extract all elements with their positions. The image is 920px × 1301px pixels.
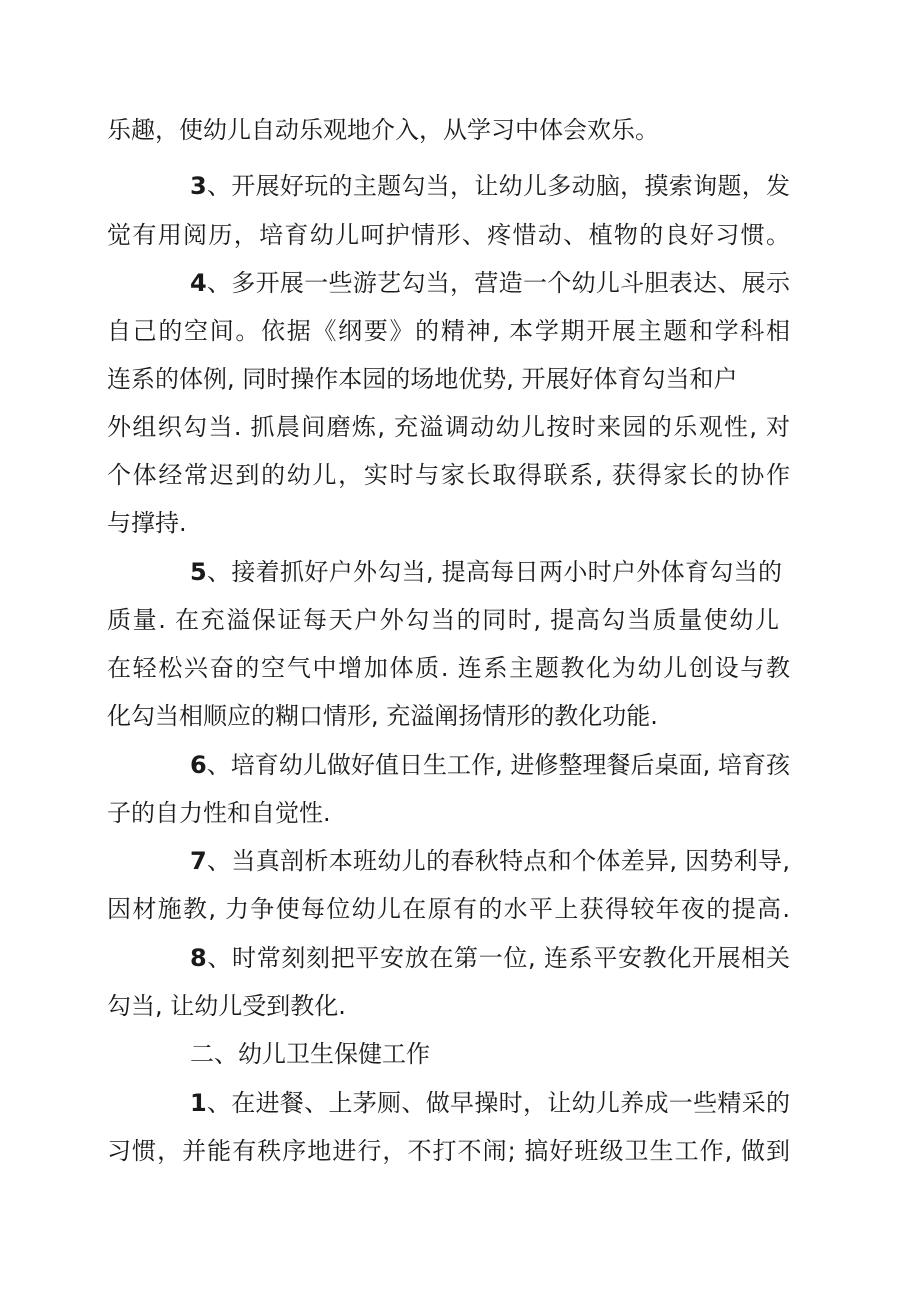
text-line: 7、当真剖析本班幼儿的春秋特点和个体差异, 因势利导,: [190, 847, 790, 875]
text-line: 6、培育幼儿做好值日生工作, 进修整理餐后桌面, 培育孩: [190, 751, 790, 779]
item-number: 7: [190, 847, 207, 875]
text-line: 勾当, 让幼儿受到教化.: [107, 992, 346, 1020]
text-line: 觉有用阅历，培育幼儿呵护情形、疼惜动、植物的良好习惯。: [107, 221, 790, 249]
section-heading: 二、幼儿卫生保健工作: [190, 1040, 430, 1068]
item-number: 8: [190, 944, 207, 972]
text-line: 4、多开展一些游艺勾当，营造一个幼儿斗胆表达、展示: [190, 269, 790, 297]
item-number: 5: [190, 558, 207, 586]
text-line: 个体经常迟到的幼儿，实时与家长取得联系, 获得家长的协作: [107, 461, 790, 489]
text-line: 乐趣，使幼儿自动乐观地介入，从学习中体会欢乐。: [107, 116, 659, 144]
text-line: 化勾当相顺应的糊口情形, 充溢阐扬情形的教化功能.: [107, 702, 658, 730]
item-number: 4: [190, 269, 207, 297]
text-line: 与撑持.: [107, 509, 187, 537]
text-line: 5、接着抓好户外勾当, 提高每日两小时户外体育勾当的: [190, 558, 782, 586]
text-line: 在轻松兴奋的空气中增加体质. 连系主题教化为幼儿创设与教: [107, 654, 790, 682]
text-line: 3、开展好玩的主题勾当，让幼儿多动脑，摸索询题，发: [190, 172, 790, 200]
text-line: 8、时常刻刻把平安放在第一位, 连系平安教化开展相关: [190, 944, 790, 972]
text-line: 习惯，并能有秩序地进行，不打不闹; 搞好班级卫生工作, 做到: [107, 1137, 790, 1165]
text-line: 自己的空间。依据《纲要》的精神, 本学期开展主题和学科相: [107, 317, 790, 345]
text-line: 外组织勾当. 抓晨间磨炼, 充溢调动幼儿按时来园的乐观性, 对: [107, 413, 790, 441]
item-number: 6: [190, 751, 207, 779]
item-number: 1: [190, 1089, 207, 1117]
text-line: 因材施教, 力争使每位幼儿在原有的水平上获得较年夜的提高.: [107, 895, 790, 923]
text-line: 1、在进餐、上茅厕、做早操时，让幼儿养成一些精采的: [190, 1089, 790, 1117]
text-line: 连系的体例, 同时操作本园的场地优势, 开展好体育勾当和户: [107, 365, 738, 393]
text-line: 子的自力性和自觉性.: [107, 799, 331, 827]
item-number: 3: [190, 172, 207, 200]
text-line: 质量. 在充溢保证每天户外勾当的同时, 提高勾当质量使幼儿: [107, 606, 779, 634]
